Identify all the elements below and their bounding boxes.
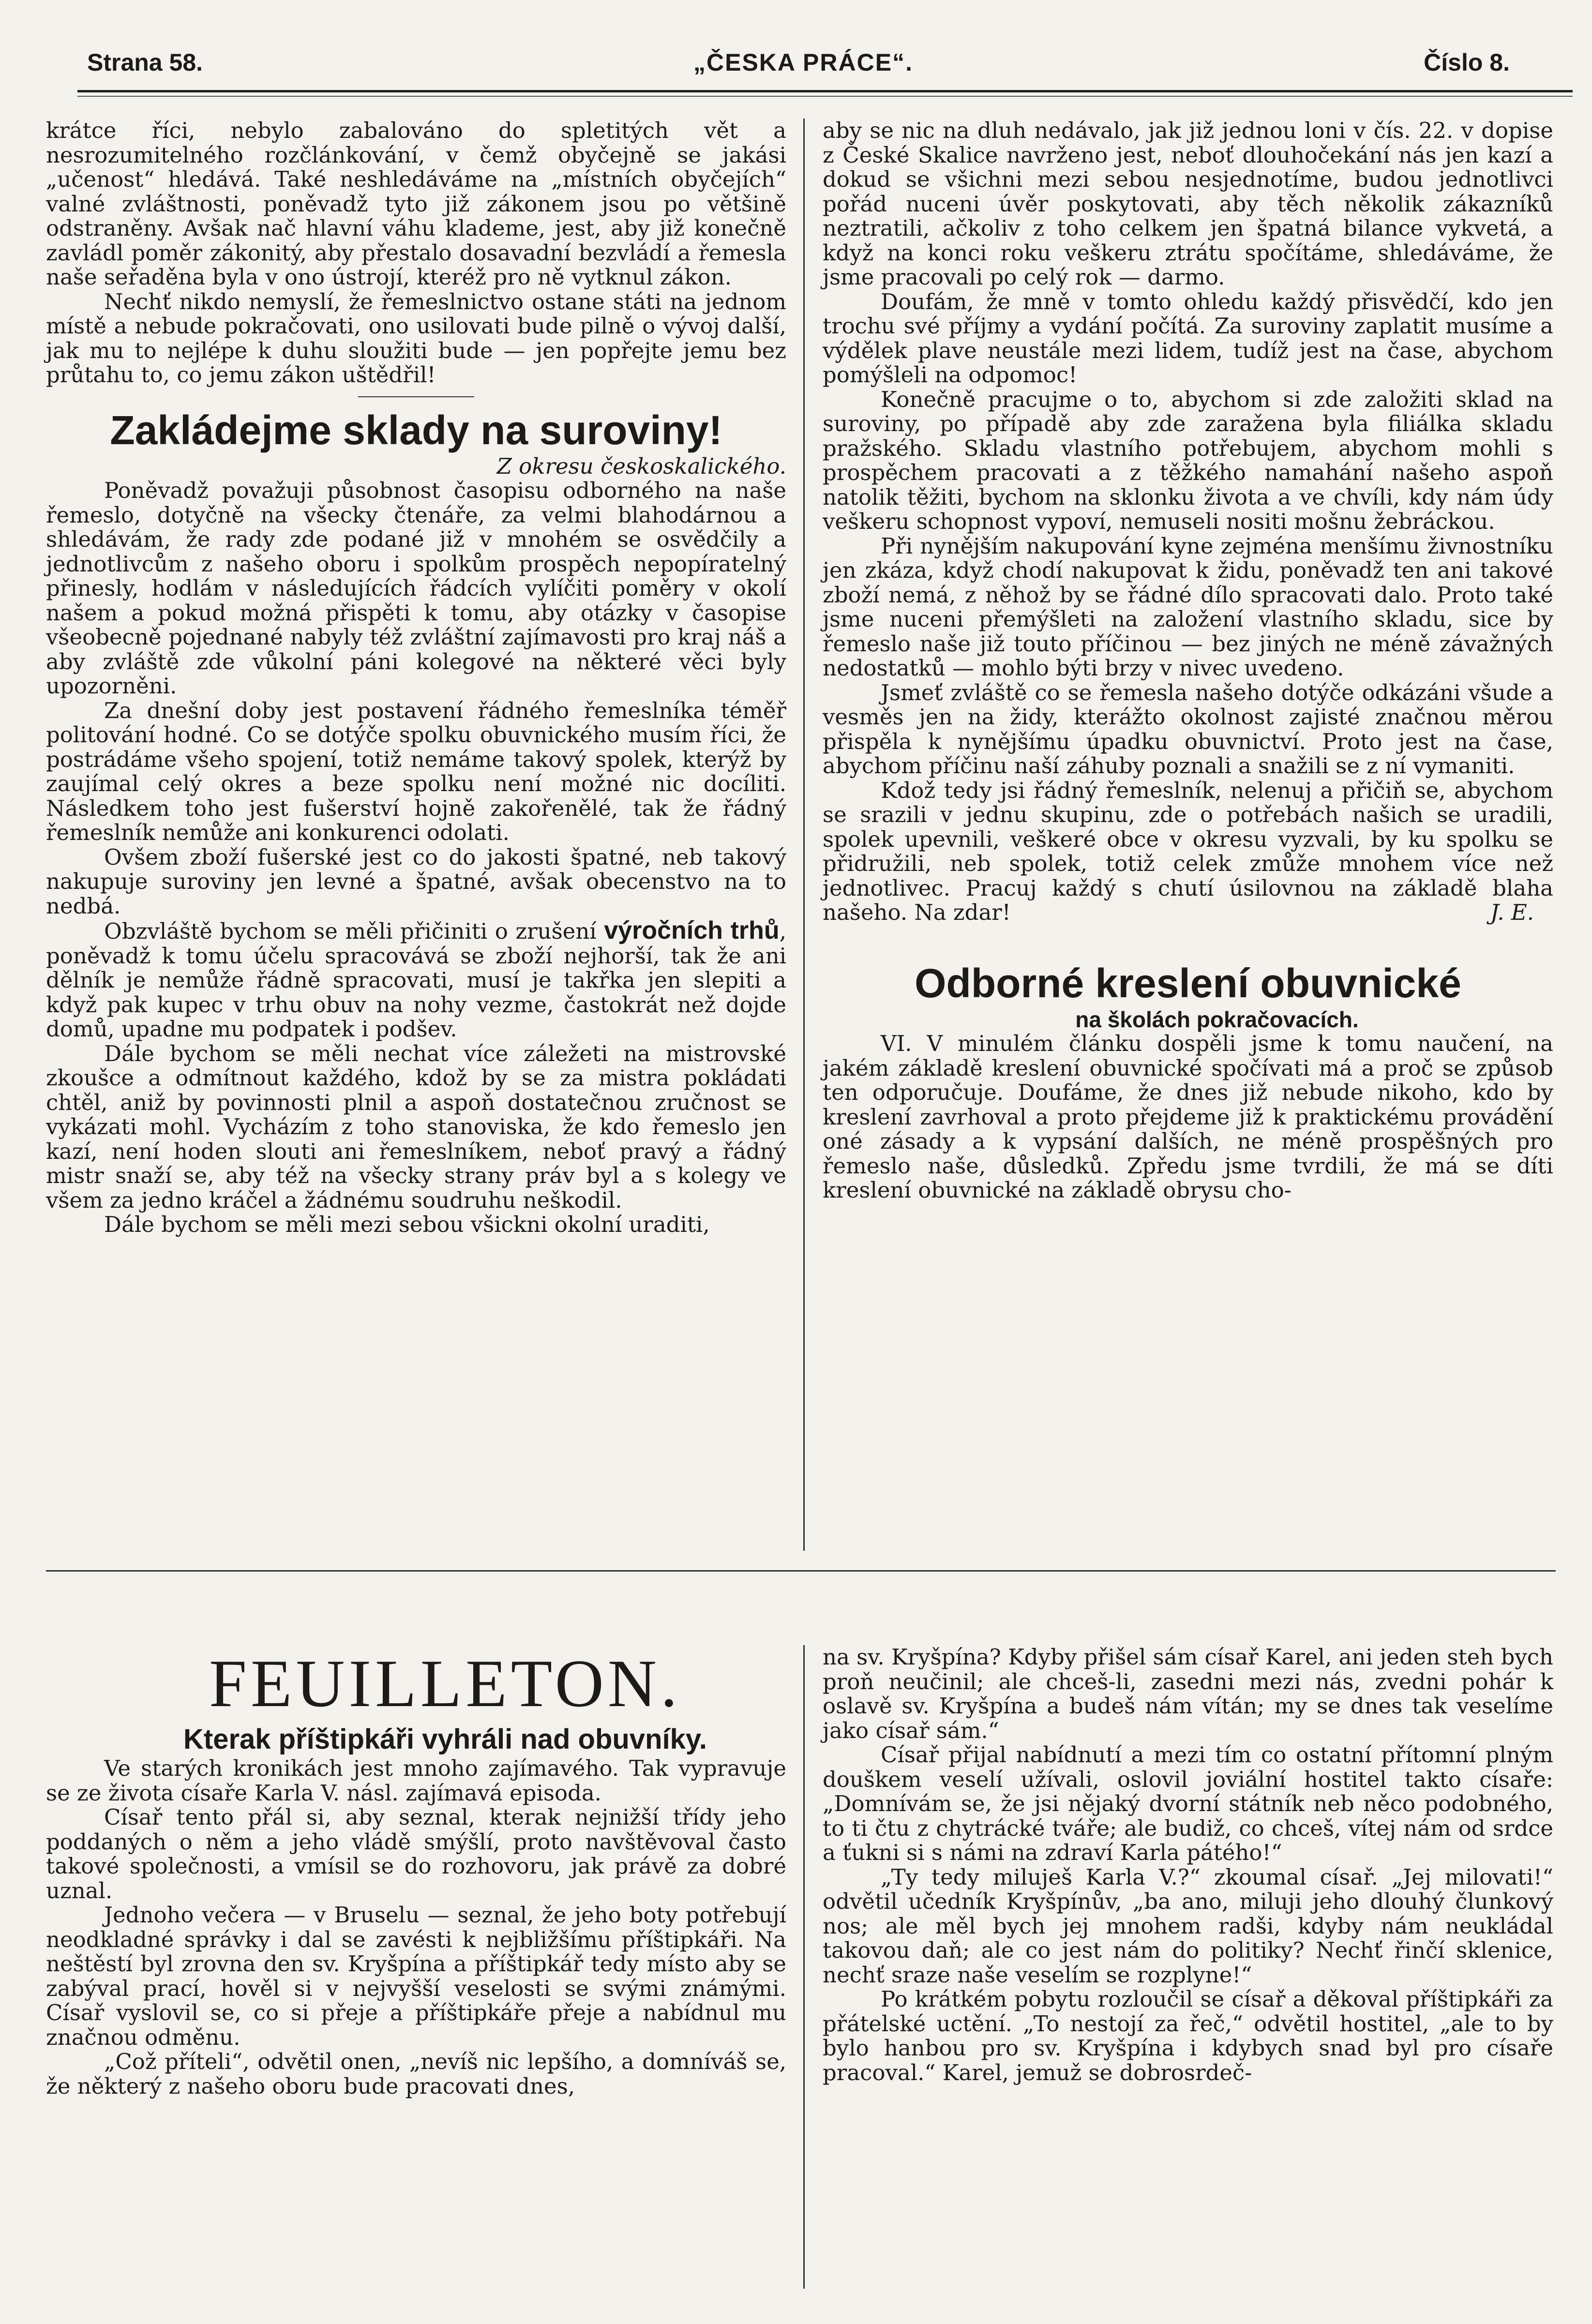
divider [358, 396, 474, 397]
paragraph: Ve starých kronikách jest mnoho zajímavého. Tak vypravuje se ze života císaře Karla V. násl. zajímavá episoda. [46, 1755, 786, 1806]
column-left-bottom [46, 1645, 786, 2099]
column-divider-top [803, 119, 805, 1551]
signature: J. E. [1490, 900, 1534, 925]
paragraph: Nechť nikdo nemyslí, že řemeslnictvo ostane státi na jednom místě a nebude pokračovati, ono usilovati bude pilně o vývoj další, jak mu to nejlépe k duhu sloužiti bude — jen popřejte jemu bez průtahu to, co jemu zákon uštědřil! [46, 288, 786, 388]
feuilleton-subtitle: Kterak příštipkáři vyhráli nad obuvníky. [183, 1724, 707, 1755]
issue-number: Číslo 8. [1424, 49, 1510, 76]
paragraph: Konečně pracujme o to, abychom si zde založiti sklad na suroviny, po případě aby zde zaražena byla filiálka skladu pražského. Skladu vlastního potřebujem, abychom mohli s prospěchem pracovati a z těžkého namahání našeho aspoň natolik těžiti, bychom na sklonku života a ve chvíli, kdy nám údy veškeru schopnost vypoví, nemuseli nositi mošnu žebráckou. [823, 386, 1553, 534]
article-subheading: na školách pokračovacích. [1075, 1006, 1359, 1032]
paragraph: krátce říci, nebylo zabalováno do spletitých vět a nesrozumitelného rozčlánkování, v čemž obyčejně se jakási „učenost“ hledává. Také neshledáváme na „místních obyčejích“ valné zvláštnosti, poněvadž tyto již zákonem jsou po většině odstraněny. Avšak nač hlavní váhu klademe, jest, aby již konečně zavládl poměr zákonitý, aby přestalo dosavadní bezvládí a řemesla naše seřaděna byla v ono ústrojí, kteréž pro ně vytknul zákon. [46, 118, 786, 290]
column-right-bottom [823, 1645, 1553, 2085]
article-byline: Z okresu českoskalického. [496, 453, 786, 479]
journal-title: „ČESKA PRÁCE“. [693, 49, 913, 76]
emphasis: výročních trhů [604, 916, 780, 945]
page-number: Strana 58. [87, 49, 203, 76]
paragraph: na sv. Kryšpína? Kdyby přišel sám císař Karel, ani jeden steh bych proň neučinil; ale chceš-li, zasedni mezi nás, zvedni pohár k oslavě sv. Kryšpína a budeš nám vítán; my se dnes tak veselíme jako císař sám.“ [823, 1644, 1553, 1743]
header-rule-thin [77, 96, 1573, 97]
paragraph: VI. V minulém článku dospěli jsme k tomu naučení, na jakém základě kreslení obuvnické spočívati má a proč se způsob ten odporučuje. Doufáme, že dnes již nebude nikoho, kdo by kreslení zavrhoval a proto přejdeme již k praktickému provádění oné zásady a k vypsání dalších, ne méně prospěšných pro řemeslo naše, důsledků. Zpředu jsme tvrdili, že má se díti kreslení obuvnické na základě obrysu cho- [823, 1031, 1553, 1203]
article-heading: Odborné kreslení obuvnické [915, 960, 1461, 1006]
header-rule [77, 90, 1573, 92]
paragraph: Po krátkém pobytu rozloučil se císař a děkoval příštipkáři za přátelské uctění. „To nestojí za řeč,“ odvětil hostitel, „ale to by bylo hanbou pro sv. Kryšpína i kdybych snad byl pro císaře pracoval.“ Karel, jemuž se dobrosrdeč- [823, 1986, 1553, 2085]
paragraph: Dále bychom se měli mezi sebou všickni okolní uraditi, [104, 1212, 710, 1237]
paragraph: Za dnešní doby jest postavení řádného řemeslníka téměř politování hodné. Co se dotýče spolku obuvnického musím říci, že postrádáme všeho spojení, totiž nemáme takový spolek, kterýž by zaujímal celý okres a beze spolku není možné nic docíliti. Následkem toho jest fušerství hojně zakořenělé, tak že řádný řemeslník nemůže ani konkurenci odolati. [46, 697, 786, 845]
column-divider-bottom [803, 1645, 805, 2289]
text: , poněvadž k tomu účelu spracovává se zboží nejhorší, tak že ani dělník je nemůže řádně spracovati, musí je takřka jen slepiti a když pak kupec v trhu obuv na nohy vezme, častokrát než dojde domů, upadne mu podpatek i podšev. [46, 918, 787, 1042]
column-right-top [823, 119, 1553, 1203]
paragraph: „Což příteli“, odvětil onen, „nevíš nic lepšího, a domníváš se, že některý z našeho oboru bude pracovati dnes, [46, 2049, 786, 2099]
text: Obzvláště bychom se měli přičiniti o zrušení [104, 918, 597, 944]
article-heading: Zakládejme sklady na suroviny! [110, 407, 722, 453]
paragraph: Doufám, že mně v tomto ohledu každý přisvědčí, kdo jen trochu své příjmy a vydání počítá. Za suroviny zaplatit musíme a výdělek plave neustále mezi lidem, tudíž jest na čase, abychom pomýšleli na odpomoc! [823, 288, 1553, 388]
feuilleton-title: FEUILLETON. [209, 1646, 681, 1721]
running-header [77, 48, 1529, 87]
text: Kdož tedy jsi řádný řemeslník, nelenuj a přičiň se, abychom se srazili v jednu skupinu, zde o potřebách našich se uradili, spolek upevnili, veškeré obce v okresu vyzvali, by ku spolku se přidružili, neb spolek, totiž celek zmůže mnohem více než jednotlivec. Pracuj každý s chutí úsilovnou na základě blaha našeho. Na zdar! [823, 777, 1553, 925]
paragraph [46, 918, 786, 1042]
paragraph: aby se nic na dluh nedávalo, jak již jednou loni v čís. 22. v dopise z České Skalice navrženo jest, neboť dlouhočekání nás jen kazí a dokud se všichni mezi sebou nesjednotíme, budou jednotlivci pořád nuceni úvěr poskytovati, aby těch několik zákazníků neztratili, ačkoliv z toho celkem jen špatná bilance vykvetá, a když na konci roku veškeru ztrátu spočítáme, shledáváme, že jsme pracovali po celý rok — darmo. [823, 118, 1553, 290]
paragraph: Císař tento přál si, aby seznal, kterak nejnižší třídy jeho poddaných o něm a jeho vládě smýšlí, proto navštěvoval často takové společnosti, a vmísil se do rozhovoru, jak právě za dobré uznal. [46, 1804, 786, 1904]
paragraph: Jsmeť zvláště co se řemesla našeho dotýče odkázáni všude a vesměs jen na židy, kterážto okolnost zajisté značnou měrou přispěla k nynějšímu úpadku obuvnictví. Proto jest na čase, abychom příčinu naší záhuby poznali a snažili se z ní vymaniti. [823, 679, 1553, 779]
paragraph: Dále bychom se měli nechat více záležeti na mistrovské zkoušce a odmítnout každého, kdož by se za mistra pokládati chtěl, aniž by povinnosti plnil a aspoň dostatečnou zručnost se vykázati mohl. Vycházím z toho stanoviska, že kdo řemeslo jen kazí, není hoden slouti ani řemeslníkem, neboť pravý a řádný mistr snaží se, aby též na všecky strany práv byl a s kolegy ve všem za jedno kráčel a žádnému soudruhu neškodil. [46, 1040, 786, 1213]
paragraph: Císař přijal nabídnutí a mezi tím co ostatní přítomní plným douškem veselí užívali, oslovil joviální hostitel takto císaře: „Domnívám se, že jsi nějaký dvorní státník neb něco podobného, to ti čtu z chytrácké tváře; ale budiž, co chceš, vítej nám od srdce a ťukni si s námi na zdraví Karla pátého!“ [823, 1742, 1553, 1865]
column-left-top [46, 119, 786, 1237]
paragraph [823, 779, 1553, 925]
paragraph: Ovšem zboží fušerské jest co do jakosti špatné, neb takový nakupuje suroviny jen levné a špatné, avšak obecenstvo na to nedbá. [46, 844, 786, 919]
paragraph: Jednoho večera — v Bruselu — seznal, že jeho boty potřebují neodkladné správky i dal se zavésti k nejbližšímu příštipkáři. Na neštěstí byl zrovna den sv. Kryšpína a příštipkář tedy místo aby se zabýval prací, hověl si v nejvyšší veselosti se svými známými. Císař vyslovil se, co si přeje a příštipkáře přeje a nabídnul mu značnou odměnu. [46, 1902, 786, 2050]
paragraph: „Ty tedy miluješ Karla V.?“ zkoumal císař. „Jej milovati!“ odvětil učedník Kryšpínův, „ba ano, miluji jeho dlouhý člunkový nos; ale měl bych jej mnohem radši, kdyby nám neukládal takovou daň; ale co jest nám do politiky? Nechť řinčí sklenice, nechť sraze naše veselím se rozplyne!“ [823, 1864, 1553, 1988]
paragraph: Poněvadž považuji působnost časopisu odborného na naše řemeslo, dotyčně na všecky čtenáře, za velmi blahodárnou a shledávám, že rady zde podané již v mnohém se osvědčily a jednotlivcům z našeho oboru i spolkům prospěch nepopíratelný přinesly, hodlám v následujících řádcích vylíčiti poměry v okolí našem a pokud možná přispěti k tomu, aby otázky v časopise všeobecně pojednané nabyly též zvláštní zajímavosti pro kraj náš a aby zvláště zde vůkolní páni kolegové na některé věci byly upozorněni. [46, 478, 786, 699]
feuilleton-separator [46, 1570, 1556, 1572]
paragraph: Při nynějším nakupování kyne zejména menšímu živnostníku jen zkáza, když chodí nakupovat k židu, poněvadž ten ani takové zboží nemá, z něhož by se řádné dílo spracovati dalo. Proto také jsme nuceni přemýšleti na založení vlastního skladu, sice by řemeslo naše již touto příčinou — bez jiných ne méně závažných nedostatků — mohlo býti brzy v nivec uvedeno. [823, 533, 1553, 681]
